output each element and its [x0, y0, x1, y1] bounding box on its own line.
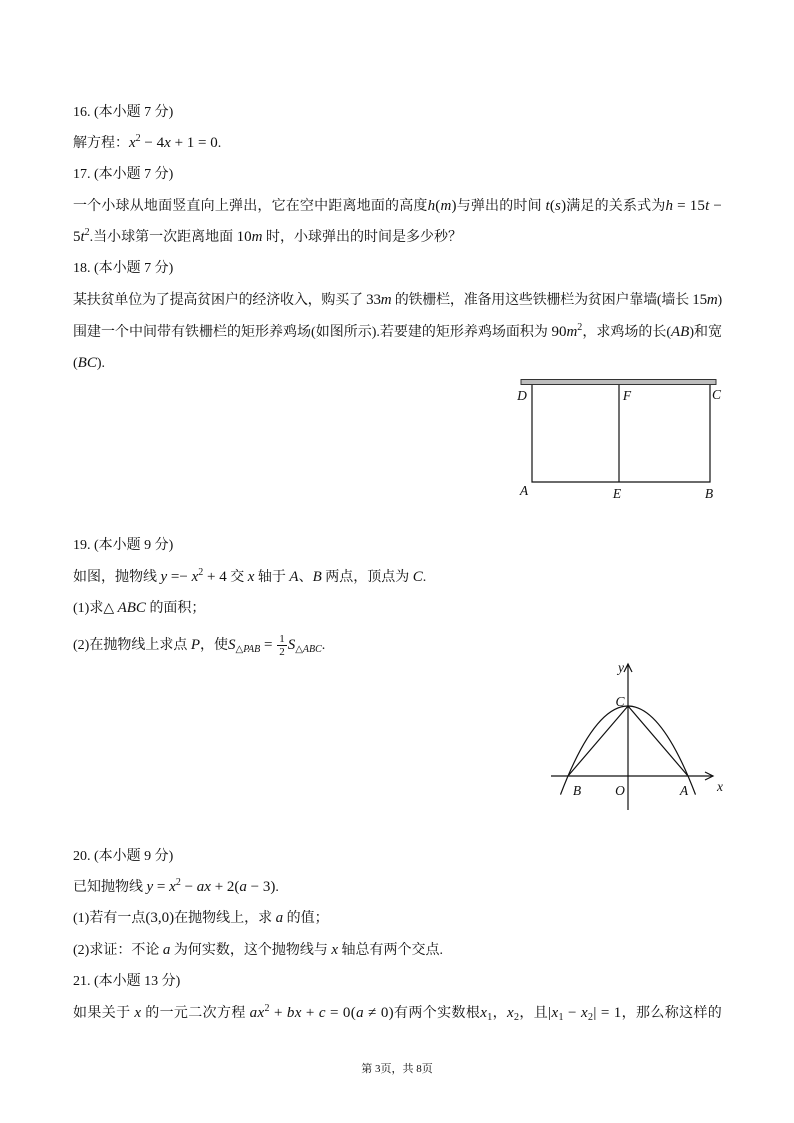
- math-variable: x: [134, 1005, 142, 1021]
- text-run: ): [717, 293, 723, 308]
- math-variable: x: [551, 1005, 559, 1021]
- math-variable: ax: [196, 879, 211, 895]
- text-run: 两点，顶点为: [321, 570, 413, 585]
- question-20-header: 20. (本小题 9 分): [73, 849, 174, 864]
- text-run: 一个小球从地面竖直向上弹出，它在空中距离地面的高度: [73, 199, 428, 214]
- text-run: 与弹出的时间: [456, 199, 546, 214]
- math-variable: S: [287, 637, 296, 653]
- text-run: 某扶贫单位为了提高贫困户的经济收入，购买了: [73, 293, 367, 308]
- fraction-denominator: 2: [279, 646, 285, 659]
- superscript: 2: [577, 322, 583, 333]
- subscript: △ABC: [295, 644, 322, 655]
- point-label-b: B: [572, 783, 582, 798]
- math-expression: = 0(: [325, 1005, 357, 1021]
- point-label-c: C: [711, 387, 722, 402]
- text-run: (2)求证：不论: [73, 943, 163, 958]
- chicken-coop-figure: [510, 372, 725, 505]
- fraction: [277, 633, 287, 658]
- math-expression: 5: [73, 229, 81, 245]
- math-expression: =: [260, 637, 277, 653]
- text-run: .: [275, 880, 279, 895]
- line-content: [73, 348, 105, 379]
- question-20-line-3: [73, 935, 722, 965]
- text-run: 如果关于: [73, 1006, 135, 1021]
- text-run: 为何实数，这个抛物线与: [170, 943, 332, 958]
- math-variable: m: [566, 324, 578, 340]
- text-run: 交: [226, 570, 248, 585]
- question-17-line-1: [73, 191, 722, 221]
- math-expression: −: [180, 879, 197, 895]
- point-label-c: C: [615, 694, 625, 709]
- math-variable: a: [162, 942, 171, 958]
- text-run: .当小球第一次距离地面: [89, 230, 237, 245]
- point-label-d: D: [517, 388, 527, 403]
- math-expression: − 3): [246, 879, 276, 895]
- superscript: 2: [198, 567, 204, 578]
- math-variable: ax: [249, 1005, 265, 1021]
- axis-label-y: y: [618, 660, 624, 675]
- text-run: 时，小球弹出的时间是多少秒？: [262, 230, 463, 245]
- text-run: (2)在抛物线上求点: [73, 638, 191, 653]
- line-content: [73, 191, 722, 222]
- text-run: 的一元二次方程: [141, 1006, 250, 1021]
- math-variable: m: [380, 292, 392, 308]
- text-run: .: [422, 570, 427, 585]
- math-variable: c: [318, 1005, 326, 1021]
- math-expression: =: [153, 879, 170, 895]
- superscript: 2: [135, 133, 141, 144]
- text-run: 、: [298, 570, 313, 585]
- question-16-line-1: [73, 128, 722, 158]
- math-variable: x: [169, 879, 176, 895]
- text-run: )和宽: [689, 325, 723, 340]
- origin-label-o: O: [615, 783, 625, 798]
- fraction-numerator: 1: [279, 633, 285, 646]
- text-run: 有两个实数根: [394, 1006, 481, 1021]
- line-content: [73, 128, 221, 160]
- axis-label-x: x: [717, 779, 723, 794]
- page-footer: 第 3页，共 8页: [361, 1063, 433, 1075]
- math-expression: ): [561, 198, 567, 214]
- question-17-line-2: [73, 222, 722, 252]
- subscript: 1: [487, 1012, 493, 1023]
- math-expression: −: [709, 198, 723, 214]
- line-content: [73, 935, 443, 966]
- text-run: (1)求△: [73, 601, 118, 616]
- math-variable: AB: [671, 324, 690, 340]
- math-expression: −: [563, 1005, 581, 1021]
- math-variable: x: [191, 569, 199, 585]
- math-expression: 90: [551, 324, 567, 340]
- math-expression: 15: [692, 292, 707, 308]
- math-variable: m: [706, 292, 718, 308]
- subscript: △PAB: [235, 644, 261, 655]
- text-run: ，且: [519, 1006, 549, 1021]
- math-variable: h: [427, 198, 436, 214]
- line-content: [73, 285, 722, 316]
- question-17-header: 17. (本小题 7 分): [73, 167, 174, 182]
- math-expression: (: [549, 198, 556, 214]
- math-expression: + 1 = 0: [170, 135, 218, 151]
- math-expression: + 2(: [210, 879, 240, 895]
- math-variable: m: [440, 198, 452, 214]
- text-run: 解方程：: [73, 136, 129, 151]
- math-expression: +: [269, 1005, 287, 1021]
- text-run: .: [321, 638, 326, 653]
- text-run: 已知抛物线: [73, 880, 147, 895]
- question-21-header: 21. (本小题 13 分): [73, 974, 181, 989]
- wall: [521, 380, 716, 385]
- superscript: 2: [175, 877, 181, 888]
- line-content: [73, 998, 722, 1030]
- question-18-line-1: [73, 285, 722, 315]
- point-label-b: B: [704, 486, 714, 501]
- text-run: ，那么称这样的: [621, 1006, 723, 1021]
- text-run: .: [217, 136, 222, 151]
- math-variable: y: [160, 569, 168, 585]
- math-expression: | = 1: [593, 1005, 622, 1021]
- math-variable: a: [239, 879, 247, 895]
- question-20-line-1: [73, 872, 722, 902]
- point-label-f: F: [622, 388, 632, 403]
- parabola-figure: [545, 655, 730, 815]
- math-variable: y: [146, 879, 154, 895]
- math-expression: =−: [167, 569, 192, 585]
- math-expression: |: [548, 1005, 552, 1021]
- text-run: 如图，抛物线: [73, 570, 161, 585]
- line-content: [73, 903, 329, 934]
- question-18-line-2: [73, 317, 722, 347]
- line-content: [73, 593, 205, 624]
- math-variable: x: [580, 1005, 588, 1021]
- math-expression: (: [435, 198, 441, 214]
- math-variable: x: [129, 135, 136, 151]
- text-run: 的铁栅栏，准备用这些铁栅栏为贫困户靠墙(墙长: [391, 293, 693, 308]
- line-content: [73, 627, 325, 665]
- superscript: 2: [84, 227, 90, 238]
- text-run: 在抛物线上，求: [174, 911, 276, 926]
- question-19-line-1: [73, 562, 722, 592]
- math-variable: x: [480, 1005, 488, 1021]
- math-expression: − 4: [140, 135, 165, 151]
- text-run: 轴总有两个交点.: [338, 943, 443, 958]
- question-19-header: 19. (本小题 9 分): [73, 538, 174, 553]
- math-variable: t: [705, 198, 710, 214]
- math-expression: 33: [366, 292, 381, 308]
- text-run: 围建一个中间带有铁栅栏的矩形养鸡场(如图所示).若要建的矩形养鸡场面积为: [73, 325, 552, 340]
- line-content: [73, 872, 279, 904]
- line-content: [73, 222, 462, 254]
- math-expression: ): [451, 198, 457, 214]
- question-16-header: 16. (本小题 7 分): [73, 105, 174, 120]
- math-expression: (3,0): [145, 910, 175, 926]
- math-variable: P: [190, 637, 200, 653]
- math-variable: B: [312, 569, 322, 585]
- math-variable: t: [80, 229, 85, 245]
- line-content: [73, 562, 426, 594]
- text-run: ，: [492, 1006, 507, 1021]
- text-run: 的面积；: [145, 601, 206, 616]
- math-expression: +: [301, 1005, 319, 1021]
- subscript: 1: [558, 1012, 564, 1023]
- question-19-line-2: [73, 593, 722, 623]
- fence-outline: [532, 385, 710, 482]
- math-variable: S: [228, 637, 236, 653]
- math-variable: t: [545, 198, 550, 214]
- question-21-line-1: [73, 998, 722, 1028]
- subscript: 2: [588, 1012, 594, 1023]
- math-expression: ≠ 0): [364, 1005, 395, 1021]
- point-label-a: A: [519, 483, 529, 498]
- question-18-header: 18. (本小题 7 分): [73, 261, 174, 276]
- text-run: ，使: [200, 638, 228, 653]
- math-expression: + 4: [203, 569, 227, 585]
- subscript: 2: [514, 1012, 520, 1023]
- math-variable: x: [164, 135, 171, 151]
- line-content: [73, 317, 722, 349]
- math-variable: m: [251, 229, 263, 245]
- math-variable: x: [247, 569, 255, 585]
- math-variable: ABC: [117, 600, 146, 616]
- superscript: 2: [264, 1003, 270, 1014]
- math-variable: C: [412, 569, 423, 585]
- math-variable: a: [356, 1005, 365, 1021]
- math-expression: 10: [236, 229, 252, 245]
- text-run: 满足的关系式为: [566, 199, 666, 214]
- math-variable: s: [555, 198, 562, 214]
- math-variable: BC: [77, 355, 97, 371]
- text-run: (: [73, 356, 78, 371]
- math-variable: x: [507, 1005, 515, 1021]
- question-20-line-2: [73, 903, 722, 933]
- text-run: (1)若有一点: [73, 911, 146, 926]
- text-run: ，求鸡场的长(: [582, 325, 671, 340]
- math-variable: bx: [286, 1005, 302, 1021]
- math-variable: x: [331, 942, 338, 958]
- text-run: 的值；: [283, 911, 329, 926]
- math-expression: = 15: [673, 198, 706, 214]
- point-label-e: E: [612, 486, 622, 501]
- math-variable: h: [665, 198, 674, 214]
- point-label-a: A: [679, 783, 689, 798]
- text-run: 轴于: [254, 570, 290, 585]
- math-variable: A: [289, 569, 299, 585]
- math-variable: a: [275, 910, 284, 926]
- text-run: ).: [96, 356, 106, 371]
